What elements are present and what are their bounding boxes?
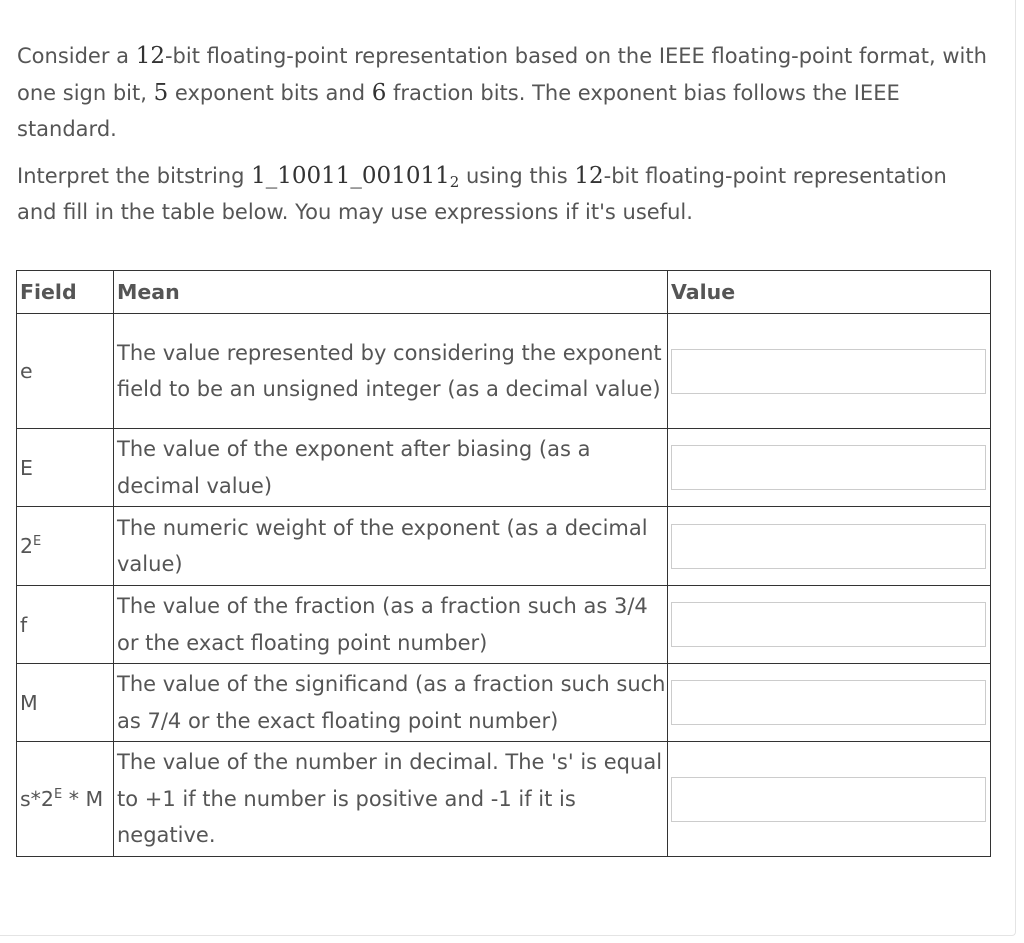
table-row (17, 507, 991, 586)
math-bits-total: 12 (574, 162, 604, 189)
question-text-part: fraction bits. The exponent bias follows the IEEE standard. (17, 80, 900, 141)
field-prefix: s*2 (20, 787, 54, 811)
mean-e: The value represented by considering the exponent field to be an unsigned integer (as a decimal value) (114, 314, 668, 429)
field-superscript: E (53, 787, 63, 802)
table-row (17, 586, 991, 664)
fp-answer-table (16, 270, 991, 857)
math-bits-total: 12 (135, 43, 165, 69)
value-cell (668, 429, 991, 507)
math-bitstring (251, 163, 459, 189)
field-2E (17, 507, 114, 586)
header-value: Value (668, 271, 991, 314)
question-text-part: Interpret the bitstring (17, 163, 252, 188)
value-cell (668, 742, 991, 857)
field-base: 2 (20, 534, 34, 558)
value-input-s2EM[interactable] (671, 777, 986, 822)
field-s2EM (17, 742, 114, 857)
field-e: e (17, 314, 114, 429)
value-input-2E[interactable] (671, 524, 986, 569)
field-f: f (17, 586, 114, 664)
value-cell (668, 314, 991, 429)
field-E: E (17, 429, 114, 507)
field-superscript: E (33, 534, 42, 549)
math-fraction-bits: 6 (371, 79, 387, 106)
question-paragraph-1 (17, 38, 992, 148)
table-header-row (17, 271, 991, 314)
header-mean: Mean (114, 271, 668, 314)
mean-f: The value of the fraction (as a fraction such as 3/4 or the exact floating point number) (114, 586, 668, 664)
value-cell (668, 664, 991, 742)
header-field: Field (17, 271, 114, 314)
question-text-part: -bit floating-point representation based on the IEEE floating-point format, with one sign bit, (17, 44, 987, 105)
value-cell (668, 507, 991, 586)
question-paragraph-2 (17, 158, 992, 231)
field-suffix: * M (62, 787, 104, 811)
bitstring-digits: 1_10011_001011 (251, 162, 450, 189)
question-text (17, 38, 992, 241)
table-row (17, 664, 991, 742)
value-input-E[interactable] (671, 445, 986, 490)
math-exponent-bits: 5 (153, 79, 169, 106)
question-text-part: using this (459, 163, 575, 188)
table-row (17, 742, 991, 857)
table-row (17, 429, 991, 507)
value-input-M[interactable] (671, 680, 986, 725)
question-text-part: exponent bits and (168, 80, 372, 105)
table-row (17, 314, 991, 429)
bitstring-base: 2 (449, 172, 460, 191)
value-input-f[interactable] (671, 602, 986, 647)
mean-s2EM: The value of the number in decimal. The 's' is equal to +1 if the number is positive and -1 if it is negative. (114, 742, 668, 857)
mean-2E: The numeric weight of the exponent (as a decimal value) (114, 507, 668, 586)
question-text-part: -bit floating-point representation and fill in the table below. You may use expressions if it's useful. (17, 163, 947, 224)
mean-M: The value of the significand (as a fraction such such as 7/4 or the exact floating point number) (114, 664, 668, 742)
value-cell (668, 586, 991, 664)
mean-E: The value of the exponent after biasing (as a decimal value) (114, 429, 668, 507)
field-M: M (17, 664, 114, 742)
value-input-e[interactable] (671, 349, 986, 394)
question-text-part: Consider a (17, 44, 136, 68)
